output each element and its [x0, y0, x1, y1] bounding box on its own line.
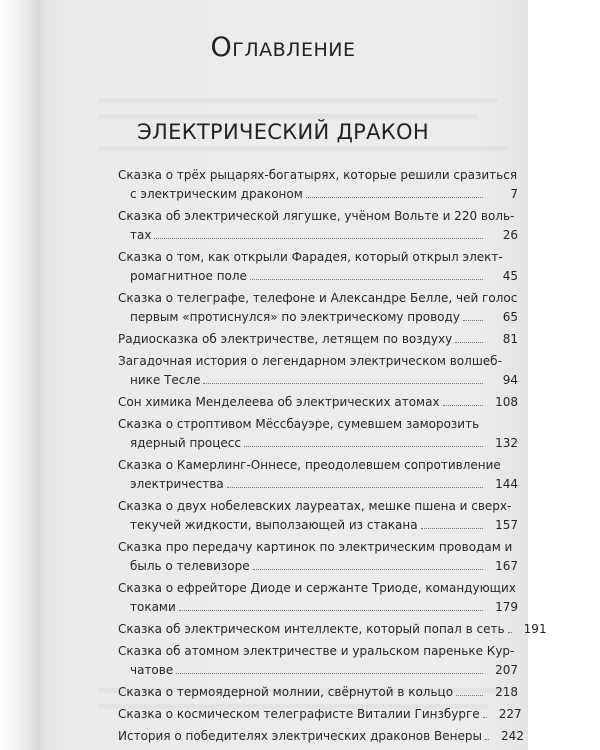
- toc-entry: [118, 579, 518, 617]
- toc-entry: [118, 415, 518, 453]
- toc-entry: [118, 330, 518, 349]
- toc-page-number: 132: [495, 436, 518, 450]
- toc-entry: [118, 456, 518, 494]
- toc-entry-title: Сказка об электрическом интеллекте, который попал в сеть: [118, 622, 505, 636]
- toc-entry: [118, 166, 518, 204]
- toc-entry-title: ядерный процесс: [130, 436, 241, 450]
- toc-page-number: 65: [502, 310, 518, 324]
- show-through-line: [98, 146, 508, 151]
- toc-entry-title: Сон химика Менделеева об электрических атомах: [118, 395, 440, 409]
- toc-entry: [118, 705, 522, 724]
- book-spine-shadow: [0, 0, 38, 750]
- dot-leader: [227, 487, 483, 488]
- dot-leader: [203, 383, 483, 384]
- toc-entry-title: Сказка о трёх рыцарях-богатырях, которые решили сразиться: [118, 168, 518, 182]
- toc-page-number: 144: [495, 477, 518, 491]
- toc-page-number: 26: [502, 228, 518, 242]
- dot-leader: [485, 739, 489, 740]
- toc-page-number: 167: [495, 559, 518, 573]
- dot-leader: [455, 342, 483, 343]
- toc-entry-title: Радиосказка об электричестве, летящем по воздуху: [118, 332, 453, 346]
- toc-entry-title: Сказка о термоядерной молнии, свёрнутой в кольцо: [118, 685, 454, 699]
- toc-page-number: 242: [501, 729, 524, 743]
- toc-entry: [118, 393, 518, 412]
- toc-page-number: 227: [498, 707, 522, 721]
- toc-page-number: 218: [495, 685, 518, 699]
- toc-entry-title: Сказка о космическом телеграфисте Виталии Гинзбурге: [118, 707, 480, 721]
- toc-entry-title: с электрическим драконом: [130, 187, 303, 201]
- toc-entry-title: Сказка о ефрейторе Диоде и сержанте Триоде, командующих: [118, 581, 516, 595]
- toc-entry-title: быль о телевизоре: [130, 559, 250, 573]
- dot-leader: [244, 446, 483, 447]
- toc-entry: [118, 538, 518, 576]
- dot-leader: [250, 279, 483, 280]
- toc-page-number: 94: [502, 373, 518, 387]
- toc-entry: [118, 683, 518, 702]
- dot-leader: [176, 673, 483, 674]
- toc-entry: [118, 248, 518, 286]
- toc-page-number: 157: [495, 518, 518, 532]
- toc-entry-title: первым «протиснулся» по электрическому проводу: [130, 310, 460, 324]
- dot-leader: [179, 610, 483, 611]
- dot-leader: [253, 569, 483, 570]
- toc-page-number: 207: [495, 663, 518, 677]
- dot-leader: [456, 695, 483, 696]
- book-page: [38, 0, 547, 750]
- section-title: ЭЛЕКТРИЧЕСКИЙ ДРАКОН: [137, 120, 429, 144]
- dot-leader: [306, 197, 483, 198]
- toc-entry: [118, 497, 518, 535]
- show-through-line: [98, 98, 498, 103]
- toc-list: [118, 166, 547, 749]
- toc-entry-title: Сказка о телеграфе, телефоне и Александре Белле, чей голос: [118, 291, 518, 305]
- toc-entry-title: Сказка о Камерлинг-Оннесе, преодолевшем сопротивление: [118, 458, 501, 472]
- toc-entry-title: Сказка о том, как открыли Фарадея, который открыл элект-: [118, 250, 503, 264]
- dot-leader: [483, 717, 487, 718]
- toc-entry-title: чатове: [130, 663, 174, 677]
- toc-entry: [118, 289, 518, 327]
- toc-entry-title: токами: [130, 600, 176, 614]
- toc-entry-title: текучей жидкости, выползающей из стакана: [130, 518, 418, 532]
- toc-entry-title: электричества: [130, 477, 224, 491]
- toc-entry: [118, 352, 518, 390]
- toc-entry-title: ромагнитное поле: [130, 269, 247, 283]
- dot-leader: [463, 320, 483, 321]
- toc-entry: [118, 727, 524, 746]
- toc-entry-title: Сказка про передачу картинок по электрическим проводам и: [118, 540, 513, 554]
- toc-entry-title: Загадочная история о легендарном электрическом волшеб-: [118, 354, 502, 368]
- toc-entry: [118, 642, 518, 680]
- toc-page-number: 81: [502, 332, 518, 346]
- toc-entry-title: Сказка о двух нобелевских лауреатах, мешке пшена и сверх-: [118, 499, 512, 513]
- toc-page-number: 191: [523, 622, 547, 636]
- dot-leader: [154, 238, 483, 239]
- toc-entry-title: История о победителях электрических драконов Венеры: [118, 729, 482, 743]
- toc-page-number: 7: [510, 187, 518, 201]
- toc-entry: [118, 207, 518, 245]
- toc-entry-title: Сказка об электрической лягушке, учёном Вольте и 220 воль-: [118, 209, 515, 223]
- toc-page-number: 179: [495, 600, 518, 614]
- toc-entry-title: Сказка о строптивом Мёссбауэре, сумевшем заморозить: [118, 417, 480, 431]
- dot-leader: [443, 405, 483, 406]
- dot-leader: [421, 528, 483, 529]
- toc-page-number: 45: [502, 269, 518, 283]
- toc-entry-title: тах: [130, 228, 152, 242]
- toc-entry: [118, 620, 547, 639]
- dot-leader: [508, 632, 512, 633]
- toc-entry-title: Сказка об атомном электричестве и уральском пареньке Кур-: [118, 644, 515, 658]
- page-title: Оглавление: [210, 32, 356, 63]
- toc-page-number: 108: [495, 395, 518, 409]
- toc-entry-title: нике Тесле: [130, 373, 201, 387]
- show-through-line: [98, 114, 478, 119]
